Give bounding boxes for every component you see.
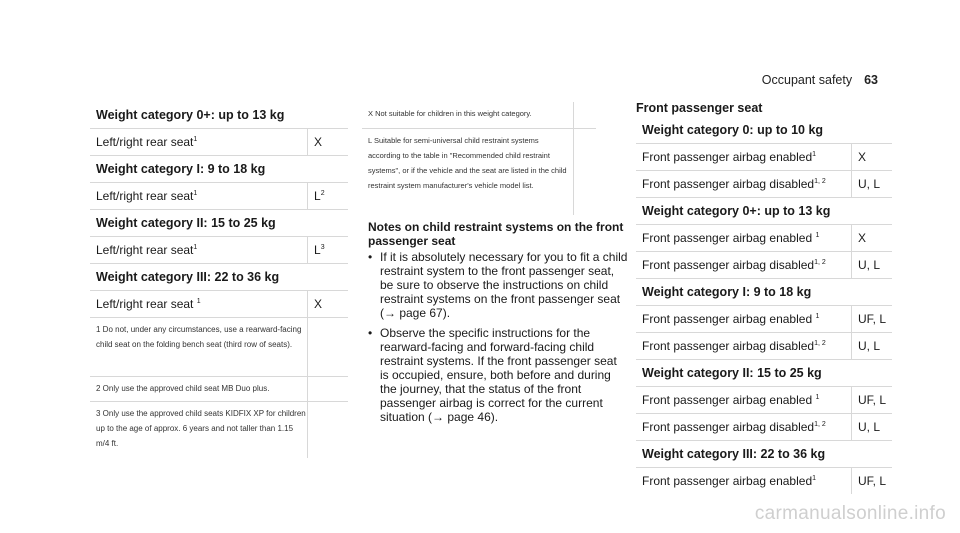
value-label: X — [858, 231, 867, 245]
footnote-ref: 3 — [320, 244, 325, 251]
seat-cell — [90, 291, 308, 318]
table-row — [636, 414, 892, 441]
airbag-state-cell — [636, 414, 852, 441]
table-row — [90, 237, 348, 264]
airbag-state-cell — [636, 306, 852, 333]
category-label: Weight category I: 9 to 18 kg — [636, 279, 892, 306]
value-cell — [852, 333, 893, 360]
category-row — [636, 279, 892, 306]
table-row — [636, 306, 892, 333]
footnote-row — [90, 318, 348, 377]
notes-section — [368, 220, 628, 430]
value-label: U, L — [858, 258, 881, 272]
table-row — [636, 171, 892, 198]
legend-x: X Not suitable for children in this weight category. — [362, 102, 574, 129]
table-row — [90, 183, 348, 210]
category-row — [90, 156, 348, 183]
airbag-state-label: Front passenger airbag disabled — [642, 339, 815, 353]
value-label: UF, L — [858, 393, 887, 407]
bullet-icon: • — [368, 250, 373, 264]
legend-row — [362, 129, 596, 216]
category-row — [636, 198, 892, 225]
footnote-ref: 1 — [815, 313, 820, 320]
list-item — [368, 326, 628, 424]
footnote-ref: 1 — [193, 136, 198, 143]
value-cell — [852, 387, 893, 414]
category-row — [636, 441, 892, 468]
bullet-icon: • — [368, 326, 373, 340]
value-cell — [852, 414, 893, 441]
value-cell — [308, 183, 349, 210]
seat-label: Left/right rear seat — [96, 135, 194, 149]
footnote-ref: 1, 2 — [814, 259, 826, 266]
page-number: 63 — [864, 73, 878, 87]
table-row — [636, 144, 892, 171]
value-label: L — [314, 243, 321, 257]
category-label: Weight category III: 22 to 36 kg — [90, 264, 348, 291]
footnote-ref: 1 — [196, 298, 201, 305]
note-text: Observe the specific instructions for the rearward-facing and forward-facing child restraint systems. If the front passenger seat is occupied, ensure, both before and during the journey, that the status of the front passenger airbag is correct for the current situation (→ page 46). — [380, 326, 617, 424]
footnote-ref: 1 — [815, 232, 820, 239]
value-cell — [852, 225, 893, 252]
airbag-state-label: Front passenger airbag enabled — [642, 393, 816, 407]
table-row — [636, 387, 892, 414]
value-label: U, L — [858, 339, 881, 353]
footnote-ref: 2 — [320, 190, 325, 197]
watermark: carmanualsonline.info — [754, 503, 946, 524]
airbag-state-cell — [636, 468, 852, 495]
airbag-state-label: Front passenger airbag disabled — [642, 420, 815, 434]
value-cell — [852, 171, 893, 198]
empty-cell — [308, 377, 349, 402]
value-cell — [852, 252, 893, 279]
notes-list — [368, 250, 628, 424]
seat-label: Left/right rear seat — [96, 297, 197, 311]
footnote-row — [90, 377, 348, 402]
page-header — [762, 73, 878, 87]
table-row — [636, 333, 892, 360]
empty-cell — [574, 129, 597, 216]
seat-cell — [90, 183, 308, 210]
category-label: Weight category 0+: up to 13 kg — [90, 102, 348, 129]
table-row — [636, 252, 892, 279]
seat-cell — [90, 129, 308, 156]
category-label: Weight category 0+: up to 13 kg — [636, 198, 892, 225]
airbag-state-label: Front passenger airbag disabled — [642, 177, 815, 191]
footnote-ref: 1 — [193, 244, 198, 251]
value-label: U, L — [858, 420, 881, 434]
note-text: If it is absolutely necessary for you to fit a child restraint system to the front passenger seat, be sure to observe the instructions on child restraint systems on the front passenger seat (→ page 67). — [380, 250, 628, 320]
airbag-state-cell — [636, 225, 852, 252]
category-label: Weight category I: 9 to 18 kg — [90, 156, 348, 183]
category-label: Weight category 0: up to 10 kg — [636, 117, 892, 144]
seat-cell — [90, 237, 308, 264]
legend-l: L Suitable for semi-universal child restraint systems according to the table in "Recommended child restraint systems", or if the vehicle and the seat are listed in the child restraint system manufacturer's vehicle model list. — [368, 136, 567, 190]
airbag-state-cell — [636, 144, 852, 171]
category-row — [636, 360, 892, 387]
value-label: X — [314, 297, 323, 311]
value-cell — [852, 144, 893, 171]
list-item — [368, 250, 628, 320]
category-label: Weight category II: 15 to 25 kg — [636, 360, 892, 387]
airbag-state-label: Front passenger airbag enabled — [642, 150, 813, 164]
footnote-ref: 1 — [812, 151, 817, 158]
value-label: X — [314, 135, 323, 149]
front-passenger-title: Front passenger seat — [636, 101, 763, 115]
airbag-state-cell — [636, 387, 852, 414]
value-label: UF, L — [858, 312, 887, 326]
table-row — [636, 468, 892, 495]
airbag-state-label: Front passenger airbag disabled — [642, 258, 815, 272]
footnote-2: 2 Only use the approved child seat MB Duo plus. — [90, 377, 308, 402]
value-cell — [308, 129, 349, 156]
value-label: UF, L — [858, 474, 887, 488]
footnote-3: 3 Only use the approved child seats KIDFIX XP for children up to the age of approx. 6 years and not taller than 1.15 m/4 ft. — [96, 409, 306, 448]
airbag-state-cell — [636, 252, 852, 279]
footnote-ref: 1, 2 — [814, 340, 826, 347]
footnote-ref: 1 — [812, 475, 817, 482]
footnote-ref: 1 — [193, 190, 198, 197]
value-cell — [852, 306, 893, 333]
notes-title: Notes on child restraint systems on the front passenger seat — [368, 220, 624, 248]
footnote-ref: 1, 2 — [814, 421, 826, 428]
category-label: Weight category III: 22 to 36 kg — [636, 441, 892, 468]
empty-cell — [308, 318, 349, 377]
airbag-state-cell — [636, 333, 852, 360]
value-label: L — [314, 189, 321, 203]
footnote-1: 1 Do not, under any circumstances, use a rearward-facing child seat on the folding bench seat (third row of seats). — [90, 318, 308, 377]
rear-seat-table — [90, 102, 348, 458]
section-title: Occupant safety — [761, 73, 853, 87]
airbag-state-label: Front passenger airbag enabled — [642, 312, 816, 326]
category-row — [90, 102, 348, 129]
footnote-ref: 1, 2 — [814, 178, 826, 185]
value-cell — [308, 291, 349, 318]
category-row — [90, 264, 348, 291]
footnote-ref: 1 — [815, 394, 820, 401]
table-row — [636, 225, 892, 252]
seat-label: Left/right rear seat — [96, 243, 194, 257]
value-cell — [308, 237, 349, 264]
legend-row — [362, 102, 596, 129]
value-label: X — [858, 150, 867, 164]
table-row — [90, 291, 348, 318]
airbag-state-label: Front passenger airbag enabled — [642, 231, 816, 245]
category-row — [636, 117, 892, 144]
airbag-state-label: Front passenger airbag enabled — [642, 474, 813, 488]
category-row — [90, 210, 348, 237]
table-row — [90, 129, 348, 156]
value-cell — [852, 468, 893, 495]
empty-cell — [308, 402, 349, 459]
front-passenger-table — [636, 117, 892, 494]
empty-cell — [574, 102, 597, 129]
seat-label: Left/right rear seat — [96, 189, 194, 203]
legend-table — [362, 102, 596, 215]
category-label: Weight category II: 15 to 25 kg — [90, 210, 348, 237]
airbag-state-cell — [636, 171, 852, 198]
value-label: U, L — [858, 177, 881, 191]
footnote-row — [90, 402, 348, 459]
